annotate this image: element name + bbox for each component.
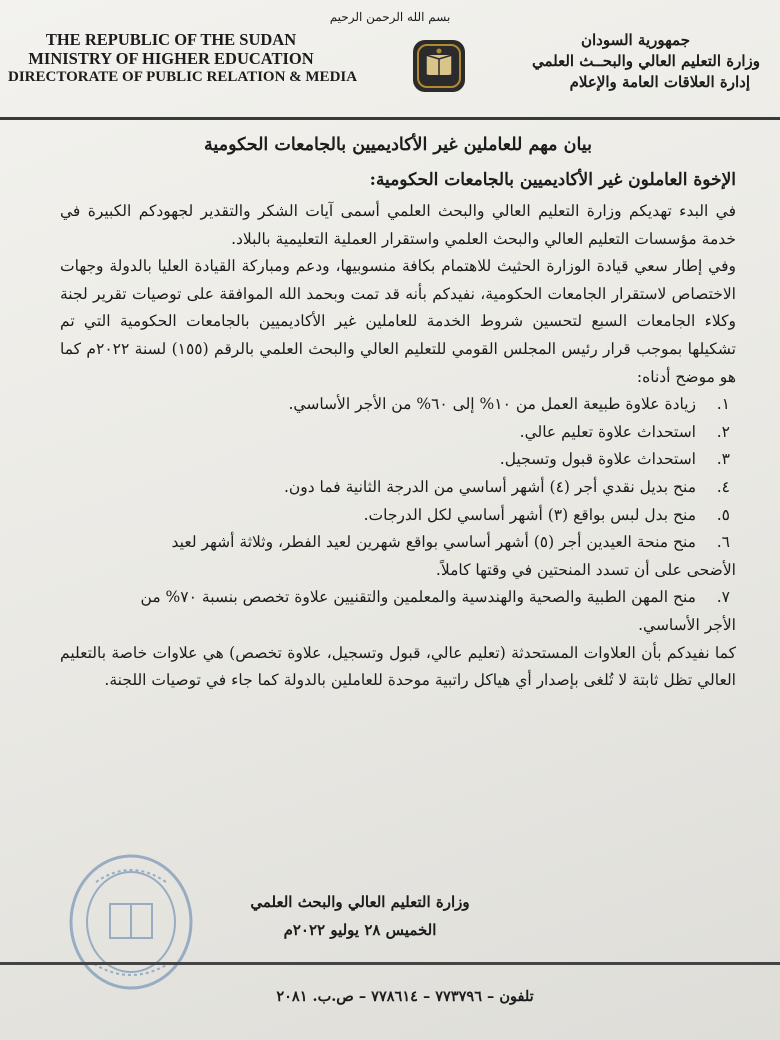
footer-divider (0, 962, 780, 965)
list-item-number: ٦. (716, 533, 730, 552)
ministry-logo-icon (410, 37, 468, 95)
list-item-continuation (60, 557, 736, 585)
list-item-number: ٢. (716, 422, 730, 441)
list-item-number: ٣. (716, 450, 730, 469)
addressee-line: الإخوة العاملون غير الأكاديميين بالجامعات الحكومية: (369, 170, 736, 190)
letter-body (60, 122, 736, 695)
list-item (60, 584, 736, 612)
statement-title: بيان مهم للعاملين غير الأكاديميين بالجامعات الحكومية (204, 135, 592, 155)
list-item-text: الأضحى على أن تسدد المنحتين في وقتها كاملاً. (435, 560, 736, 579)
approval-paragraph: وفي إطار سعي قيادة الوزارة الحثيث للاهتمام بكافة منسوبيها، ودعم ومباركة القيادة العليا بالدولة وجهات الاختصاص لاستقرار الجامعات الحكومية، نفيدكم بأنه قد تمت وبحمد الله الموافقة على توصيات تقرير لجنة وكلاء الجامعات السبع لتحسين شروط الخدمة للعاملين غير الأكاديميين بالجامعات الحكومية التي تم تشكيلها بموجب قرار رئيس المجلس القومي للتعليم العالي والبحث العلمي بالرقم (١٥٥) لسنة ٢٠٢٢م كما هو موضح أدناه: (60, 257, 736, 386)
list-item (60, 419, 736, 447)
english-line-republic: THE REPUBLIC OF THE SUDAN (45, 30, 297, 49)
english-line-ministry: MINISTRY OF HIGHER EDUCATION (28, 49, 314, 68)
list-item (60, 391, 736, 419)
list-item-text: منح بديل نقدي أجر (٤) أشهر أساسي من الدرجة الثانية فما دون. (283, 477, 696, 496)
benefits-list (60, 391, 736, 639)
list-item-text: منح بدل لبس بواقع (٣) أشهر أساسي لكل الدرجات. (363, 505, 696, 524)
list-item-text: استحداث علاوة تعليم عالي. (519, 422, 696, 441)
list-item-number: ٤. (716, 477, 730, 496)
list-item (60, 474, 736, 502)
list-item-text: استحداث علاوة قبول وتسجيل. (499, 450, 696, 469)
signature-block (200, 888, 520, 944)
list-item (60, 529, 736, 557)
arabic-line-directorate: إدارة العلاقات العامة والإعلام (569, 73, 750, 91)
basmala: بسم الله الرحمن الرحيم (329, 10, 451, 24)
document-date: الخميس ٢٨ يوليو ٢٠٢٢م (283, 921, 437, 939)
list-item-continuation (60, 612, 736, 640)
list-item-text: منح منحة العيدين أجر (٥) أشهر أساسي بواقع شهرين لعيد الفطر، وثلاثة أشهر لعيد (171, 533, 696, 552)
arabic-line-ministry: وزارة التعليم العالي والبحــث العلمي (531, 52, 760, 70)
list-item-number: ٧. (716, 588, 730, 607)
list-item-text: منح المهن الطبية والصحية والهندسية والمعلمين والتقنيين علاوة تخصص بنسبة ٧٠% من (140, 588, 696, 607)
list-item-text: زيادة علاوة طبيعة العمل من ١٠% إلى ٦٠% من الأجر الأساسي. (288, 395, 696, 414)
header-divider (0, 117, 780, 120)
list-item (60, 502, 736, 530)
list-item-number: ١. (716, 395, 730, 414)
arabic-line-republic: جمهورية السودان (580, 31, 690, 49)
list-item (60, 446, 736, 474)
official-stamp-icon (66, 852, 196, 992)
signatory-ministry: وزارة التعليم العالي والبحث العلمي (250, 893, 470, 911)
list-item-number: ٥. (716, 505, 730, 524)
list-item-text: الأجر الأساسي. (638, 615, 736, 634)
contact-footer: تلفون – ٧٧٣٧٩٦ – ٧٧٨٦١٤ – ص.ب. ٢٠٨١ (276, 988, 534, 1005)
closing-paragraph: كما نفيدكم بأن العلاوات المستحدثة (تعليم عالي، قبول وتسجيل، علاوة تخصص) هي علاوات خاصة بالتعليم العالي تظل ثابتة لا تُلغى بإصدار أي هياكل راتبية موحدة للعاملين بالدولة كما جاء في توصيات اللجنة. (60, 643, 736, 690)
english-letterhead (6, 30, 358, 87)
arabic-letterhead (480, 30, 760, 93)
intro-paragraph: في البدء تهديكم وزارة التعليم العالي والبحث العلمي أسمى آيات الشكر والتقدير لجهودكم الكبيرة في خدمة مؤسسات التعليم العالي والبحث العلمي واستقرار العملية التعليمية بالبلاد. (60, 202, 736, 248)
english-line-directorate: DIRECTORATE OF PUBLIC RELATION & MEDIA (8, 69, 358, 85)
